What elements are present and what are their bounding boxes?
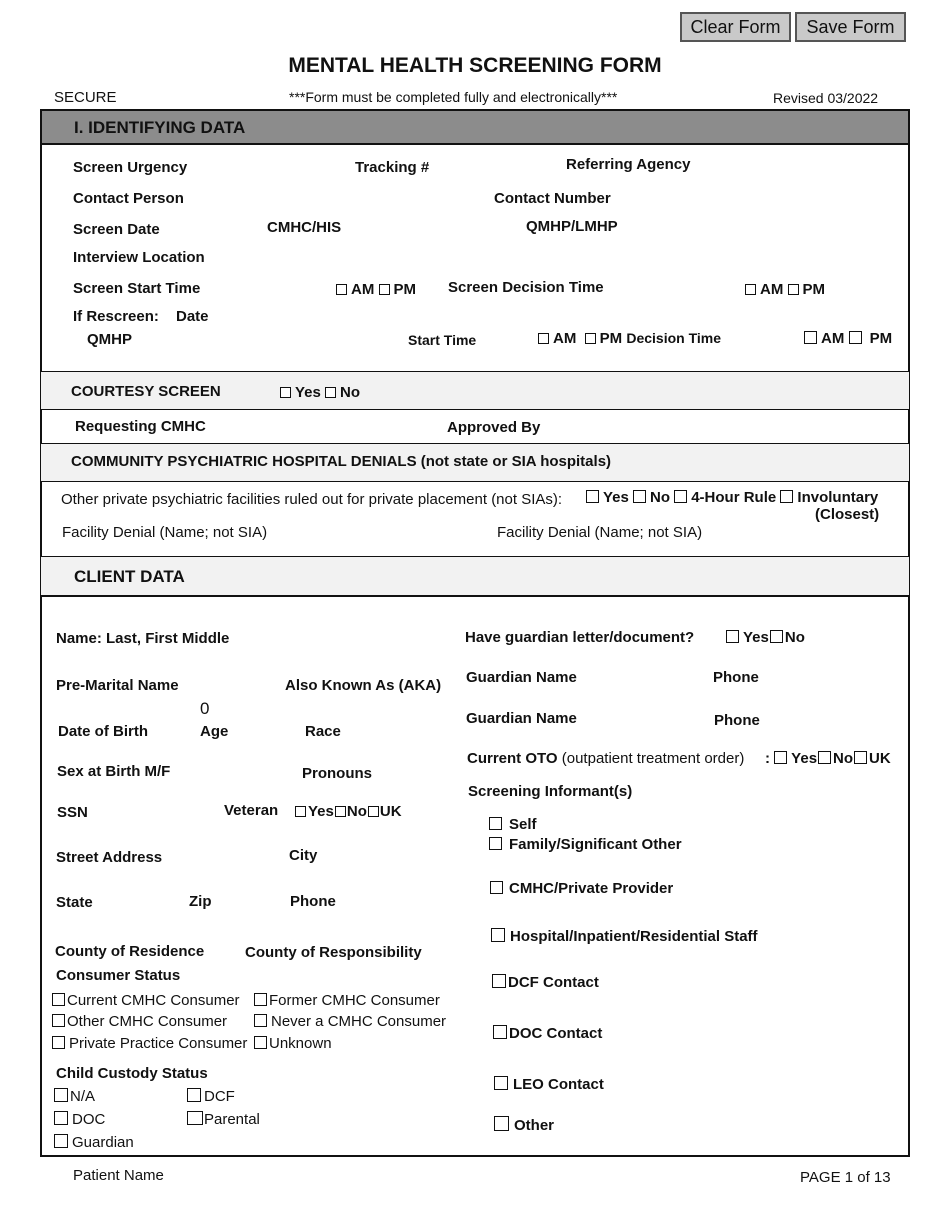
pronouns-label: Pronouns — [302, 765, 372, 782]
informant-hospital-checkbox[interactable] — [491, 928, 505, 942]
denials-no-checkbox[interactable] — [633, 490, 646, 503]
rescreen-start-pm-checkbox[interactable] — [585, 333, 596, 344]
patient-name-footer: Patient Name — [73, 1167, 164, 1184]
involuntary-label: Involuntary — [797, 489, 879, 506]
rescreen-decision-time-label: Decision Time — [626, 330, 722, 346]
revised-date: Revised 03/2022 — [773, 90, 879, 106]
yes-label: Yes — [308, 803, 334, 820]
other-private-label: Other private psychiatric facilities ruled out for private placement (not SIAs): — [61, 491, 563, 508]
yes-label: Yes — [295, 384, 321, 401]
informant-other-checkbox[interactable] — [494, 1116, 509, 1131]
informant-dcf-checkbox[interactable] — [492, 974, 506, 988]
informant-option-label: LEO Contact — [513, 1076, 604, 1093]
consumer-option — [52, 1035, 247, 1052]
pm-label: PM — [599, 330, 623, 347]
decision-ampm — [745, 281, 825, 298]
child-custody-label: Child Custody Status — [56, 1065, 208, 1082]
screen-urgency-label: Screen Urgency — [73, 159, 188, 176]
denials-heading: COMMUNITY PSYCHIATRIC HOSPITAL DENIALS (not state or SIA hospitals) — [71, 453, 612, 470]
consumer-option-label: Unknown — [269, 1035, 332, 1052]
colon-label: : — [765, 750, 770, 767]
veteran-uk-checkbox[interactable] — [368, 806, 379, 817]
rescreen-decision-am-checkbox[interactable] — [804, 331, 817, 344]
informant-self-checkbox[interactable] — [489, 817, 502, 830]
informant-option — [493, 1025, 602, 1042]
consumer-option-label: Current CMHC Consumer — [67, 992, 240, 1009]
informant-option-label: Family/Significant Other — [509, 836, 682, 853]
yes-label: Yes — [791, 750, 818, 767]
pm-label: PM — [393, 281, 416, 298]
name-label: Name: Last, First Middle — [56, 630, 230, 647]
county-residence-label: County of Residence — [55, 943, 205, 960]
client-data-heading: CLIENT DATA — [74, 567, 185, 586]
involuntary-checkbox[interactable] — [780, 490, 793, 503]
consumer-former-checkbox[interactable] — [254, 993, 267, 1006]
informant-family-checkbox[interactable] — [489, 837, 502, 850]
race-label: Race — [305, 723, 341, 740]
informant-option — [489, 816, 537, 833]
pm-label: PM — [869, 330, 893, 347]
current-oto-line — [467, 750, 744, 767]
consumer-option-label: Never a CMHC Consumer — [271, 1013, 447, 1030]
guardian-phone-label-2: Phone — [714, 712, 760, 729]
veteran-no-checkbox[interactable] — [335, 806, 346, 817]
contact-number-label: Contact Number — [494, 190, 611, 207]
current-oto-label: Current OTO — [467, 750, 558, 767]
informant-option — [494, 1076, 604, 1093]
custody-option — [187, 1111, 260, 1128]
informant-option — [492, 974, 599, 991]
oto-options — [765, 750, 891, 767]
street-address-label: Street Address — [56, 849, 163, 866]
if-rescreen-label: If Rescreen: — [73, 308, 159, 325]
uk-label: UK — [379, 803, 402, 820]
four-hour-rule-checkbox[interactable] — [674, 490, 687, 503]
custody-guardian-checkbox[interactable] — [54, 1134, 68, 1148]
informant-option-label: Self — [509, 816, 537, 833]
four-hour-rule-label: 4-Hour Rule — [691, 489, 777, 506]
oto-uk-checkbox[interactable] — [854, 751, 867, 764]
custody-option-label: Guardian — [72, 1134, 134, 1151]
no-label: No — [833, 750, 854, 767]
decision-pm-checkbox[interactable] — [788, 284, 799, 295]
informant-option-label: CMHC/Private Provider — [509, 880, 674, 897]
courtesy-no-checkbox[interactable] — [325, 387, 336, 398]
informant-option-label: Other — [514, 1117, 555, 1134]
consumer-option-label: Other CMHC Consumer — [67, 1013, 228, 1030]
referring-agency-label: Referring Agency — [566, 156, 691, 173]
consumer-current-checkbox[interactable] — [52, 993, 65, 1006]
denials-options — [586, 489, 878, 506]
contact-person-label: Contact Person — [73, 190, 184, 207]
custody-option — [54, 1134, 134, 1151]
consumer-option — [254, 1013, 446, 1030]
screening-informants-label: Screening Informant(s) — [468, 783, 633, 800]
ssn-label: SSN — [57, 804, 88, 821]
consumer-option — [254, 992, 440, 1009]
custody-na-checkbox[interactable] — [54, 1088, 68, 1102]
informant-doc-checkbox[interactable] — [493, 1025, 507, 1039]
clear-form-button[interactable]: Clear Form — [680, 12, 791, 42]
pre-marital-name-label: Pre-Marital Name — [56, 677, 179, 694]
qmhp-lmhp-label: QMHP/LMHP — [526, 218, 618, 235]
screen-start-time-label: Screen Start Time — [73, 280, 201, 297]
divider — [40, 595, 910, 597]
consumer-other-checkbox[interactable] — [52, 1014, 65, 1027]
zip-label: Zip — [189, 893, 212, 910]
start-pm-checkbox[interactable] — [379, 284, 390, 295]
client-phone-label: Phone — [290, 893, 336, 910]
tracking-label: Tracking # — [355, 159, 430, 176]
facility-denial-label-1: Facility Denial (Name; not SIA) — [62, 524, 268, 541]
denials-yes-checkbox[interactable] — [586, 490, 599, 503]
pm-label: PM — [802, 281, 825, 298]
consumer-status-label: Consumer Status — [56, 967, 181, 984]
consumer-unknown-checkbox[interactable] — [254, 1036, 267, 1049]
no-label: No — [784, 629, 805, 646]
uk-label: UK — [869, 750, 891, 767]
no-label: No — [340, 384, 361, 401]
custody-doc-checkbox[interactable] — [54, 1111, 68, 1125]
informant-option — [489, 836, 682, 853]
state-label: State — [56, 894, 93, 911]
cmhc-his-label: CMHC/HIS — [267, 219, 342, 236]
consumer-option-label: Former CMHC Consumer — [269, 992, 440, 1009]
consumer-never-checkbox[interactable] — [254, 1014, 267, 1027]
rescreen-decision-pm-checkbox[interactable] — [849, 331, 862, 344]
am-label: AM — [821, 330, 845, 347]
rescreen-start-am-checkbox[interactable] — [538, 333, 549, 344]
veteran-options — [295, 803, 402, 820]
consumer-option — [254, 1035, 332, 1052]
guardian-letter-no-checkbox[interactable] — [770, 630, 783, 643]
custody-option-label: DCF — [204, 1088, 235, 1105]
interview-location-label: Interview Location — [73, 249, 205, 266]
veteran-yes-checkbox[interactable] — [295, 806, 306, 817]
informant-option-label: DCF Contact — [508, 974, 599, 991]
city-label: City — [289, 847, 318, 864]
consumer-option — [52, 1013, 227, 1030]
start-am-checkbox[interactable] — [336, 284, 347, 295]
custody-option-label: DOC — [72, 1111, 106, 1128]
informant-option-label: DOC Contact — [509, 1025, 603, 1042]
informant-leo-checkbox[interactable] — [494, 1076, 508, 1090]
form-title: MENTAL HEALTH SCREENING FORM — [288, 54, 662, 77]
consumer-option — [52, 992, 240, 1009]
informant-option — [491, 928, 758, 945]
rescreen-start-ampm — [538, 330, 721, 347]
age-label: Age — [200, 723, 229, 740]
instruction-text: ***Form must be completed fully and electronically*** — [289, 89, 618, 105]
consumer-option-label: Private Practice Consumer — [69, 1035, 248, 1052]
custody-option-label: Parental — [204, 1111, 260, 1128]
courtesy-screen-label: COURTESY SCREEN — [71, 383, 221, 400]
rescreen-qmhp-label: QMHP — [87, 331, 132, 348]
guardian-letter-label: Have guardian letter/document? — [465, 629, 695, 646]
custody-parental-checkbox[interactable] — [187, 1111, 203, 1125]
yes-label: Yes — [743, 629, 769, 646]
divider — [40, 409, 910, 410]
divider — [40, 481, 910, 482]
county-responsibility-label: County of Responsibility — [245, 944, 422, 961]
screen-decision-time-label: Screen Decision Time — [448, 279, 604, 296]
sex-at-birth-label: Sex at Birth M/F — [57, 763, 171, 780]
no-label: No — [650, 489, 671, 506]
save-form-button[interactable]: Save Form — [795, 12, 906, 42]
informant-provider-checkbox[interactable] — [490, 881, 503, 894]
identifying-heading: I. IDENTIFYING DATA — [74, 118, 246, 137]
oto-no-checkbox[interactable] — [818, 751, 831, 764]
guardian-phone-label-1: Phone — [713, 669, 759, 686]
custody-dcf-checkbox[interactable] — [187, 1088, 201, 1102]
rescreen-decision-ampm — [804, 330, 892, 347]
am-label: AM — [760, 281, 784, 298]
consumer-private-checkbox[interactable] — [52, 1036, 65, 1049]
custody-option-label: N/A — [70, 1088, 96, 1105]
guardian-name-label-2: Guardian Name — [466, 710, 577, 727]
informant-option — [494, 1116, 554, 1134]
facility-denial-label-2: Facility Denial (Name; not SIA) — [497, 524, 703, 541]
veteran-label: Veteran — [224, 802, 279, 819]
custody-option — [54, 1111, 105, 1128]
aka-label: Also Known As (AKA) — [285, 677, 442, 694]
screen-date-label: Screen Date — [73, 221, 160, 238]
no-label: No — [346, 803, 367, 820]
guardian-letter-options — [726, 629, 805, 646]
date-of-birth-label: Date of Birth — [58, 723, 148, 740]
start-ampm — [336, 281, 416, 298]
am-label: AM — [351, 281, 375, 298]
guardian-name-label-1: Guardian Name — [466, 669, 577, 686]
custody-option — [54, 1088, 95, 1105]
age-value: 0 — [200, 699, 210, 718]
requesting-cmhc-label: Requesting CMHC — [75, 418, 206, 435]
secure-label: SECURE — [54, 89, 117, 106]
closest-label: (Closest) — [815, 506, 880, 523]
decision-am-checkbox[interactable] — [745, 284, 756, 295]
courtesy-yes-checkbox[interactable] — [280, 387, 291, 398]
oto-description: (outpatient treatment order) — [561, 750, 745, 767]
yes-label: Yes — [603, 489, 629, 506]
am-label: AM — [553, 330, 577, 347]
informant-option — [490, 880, 673, 897]
rescreen-start-time-label: Start Time — [408, 332, 477, 348]
informant-option-label: Hospital/Inpatient/Residential Staff — [510, 928, 758, 945]
courtesy-yesno — [280, 384, 360, 401]
oto-yes-checkbox[interactable] — [774, 751, 787, 764]
approved-by-label: Approved By — [447, 419, 541, 436]
guardian-letter-yes-checkbox[interactable] — [726, 630, 739, 643]
page-number: PAGE 1 of 13 — [800, 1169, 891, 1186]
rescreen-date-label: Date — [176, 308, 209, 325]
custody-option — [187, 1088, 235, 1105]
